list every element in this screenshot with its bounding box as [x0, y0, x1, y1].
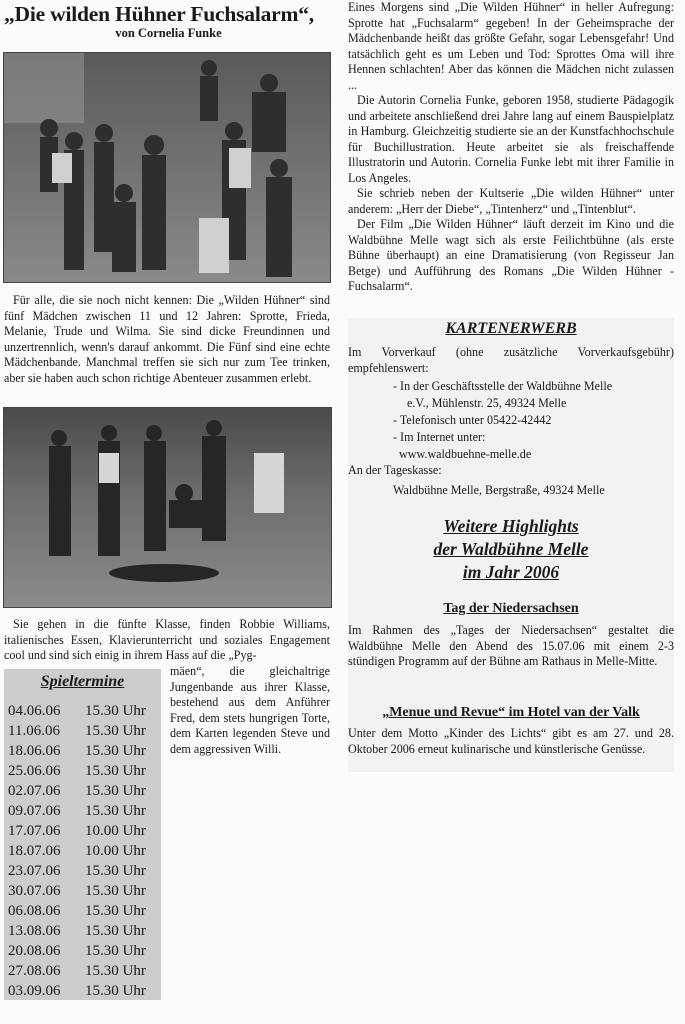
article-author: von Cornelia Funke: [115, 26, 222, 40]
schedule-time: 15.30 Uhr: [85, 943, 146, 959]
highlights-heading-line: der Waldbühne Melle: [433, 539, 589, 559]
highlights-heading-line: im Jahr 2006: [462, 562, 560, 582]
schedule-row: [8, 961, 163, 981]
schedule-time: 15.30 Uhr: [85, 803, 146, 819]
highlights-heading: [348, 515, 674, 584]
event2-description: Unter dem Motto „Kinder des Lichts“ gibt es am 27. und 28. Oktober 2006 erneut kulinarische und künstlerische Genüsse.: [348, 726, 674, 756]
schedule-date: 30.07.06: [8, 883, 61, 899]
event1-description: Im Rahmen des „Tages der Niedersachsen“ gestaltet die Waldbühne Melle den Abend des 15.07.06 mit einem 2-3 stündigen Programm auf der Bühne am Rathaus in Melle-Mitte.: [348, 623, 674, 668]
schedule-date: 02.07.06: [8, 783, 61, 799]
box-office-address: Waldbühne Melle, Bergstraße, 49324 Melle: [393, 483, 605, 497]
schedule-date: 03.09.06: [8, 983, 61, 999]
schedule-date: 11.06.06: [8, 723, 60, 739]
event1-text: [348, 623, 674, 670]
schedule-time: 15.30 Uhr: [85, 763, 146, 779]
tickets-item: - Im Internet unter:: [393, 430, 486, 444]
school-paragraph: [4, 617, 330, 664]
highlights-heading-line: Weitere Highlights: [443, 516, 579, 536]
schedule-time: 15.30 Uhr: [85, 883, 146, 899]
tickets-intro: [348, 345, 674, 376]
schedule-date: 18.06.06: [8, 743, 61, 759]
schedule-date: 27.08.06: [8, 963, 61, 979]
schedule-time: 15.30 Uhr: [85, 743, 146, 759]
tickets-item: - Telefonisch unter 05422-42442: [393, 413, 552, 427]
schedule-row: [8, 841, 163, 861]
school-text: Sie gehen in die fünfte Klasse, finden Robbie Williams, italienisches Essen, Klavierunterricht und soziales Engagement cool und sind sich einig in ihrem Hass auf die „Pyg-: [4, 617, 330, 662]
schedule-date: 13.08.06: [8, 923, 61, 939]
author-paragraph: Die Autorin Cornelia Funke, geboren 1958, studierte Pädagogik und arbeitete anschließend drei Jahre lang auf einem Bauspielplatz in Hamburg. Gleichzeitig studierte sie an der Kunstfachhochschule für Buchillustration. Heute arbeitet sie als freischaffende Illustratorin und Autorin. Cornelia Funke lebt mit ihrer Familie in Los Angeles.: [348, 93, 674, 185]
film-paragraph: Der Film „Die Wilden Hühner“ läuft derzeit im Kino und die Waldbühne Melle wagt sich als erste Feilichtbühne (als erste Bühne überhaupt) an eine Dramatisierung (von Regisseur Jan Betge) und Aufführung des Romans „Die Wilden Hühner - Fuchsalarm“.: [348, 217, 674, 293]
event1-title: Tag der Niedersachsen: [443, 601, 579, 616]
school-paragraph-continued: [170, 664, 330, 757]
fainting-scene-photo: [3, 407, 332, 608]
schedule-date: 18.07.06: [8, 843, 61, 859]
schedule-time: 10.00 Uhr: [85, 843, 146, 859]
schedule-row: [8, 821, 163, 841]
schedule-row: [8, 861, 163, 881]
schedule-time: 15.30 Uhr: [85, 983, 146, 999]
event2-title: „Menue und Revue“ im Hotel van der Valk: [382, 705, 640, 720]
schedule-heading: Spieltermine: [40, 673, 125, 690]
schedule-date: 20.08.06: [8, 943, 61, 959]
schedule-date: 23.07.06: [8, 863, 61, 879]
intro-paragraph: [4, 293, 330, 386]
tickets-heading: KARTENERWERB: [445, 320, 577, 337]
schedule-row: [8, 921, 163, 941]
cast-group-photo: [3, 52, 331, 283]
schedule-row: [8, 741, 163, 761]
school-text-continued: mäen“, die gleichaltrige Jungenbande aus ihrer Klasse, bestehend aus dem Anführer Fred, dem stets hungrigen Torte, dem Karten legenden Steve und dem aggressiven Willi.: [170, 664, 330, 756]
schedule-row: [8, 881, 163, 901]
story-paragraph: Eines Morgens sind „Die Wilden Hühner“ in heller Aufregung: Sprotte hat „Fuchsalarm“ gegeben! In der Geheimsprache der Mädchenbande heißt das größte Gefahr, sogar Lebensgefahr! Und tatsächlich geht es um Leben und Tod: Sprottes Oma will ihre Hennen schlachten! Aber das können die Mädchen nicht zulassen ...: [348, 0, 674, 92]
schedule-row: [8, 801, 163, 821]
series-paragraph: Sie schrieb neben der Kultserie „Die wilden Hühner“ unter anderem: „Herr der Diebe“, „Tintenherz“ und „Tintenblut“.: [348, 186, 674, 216]
schedule-time: 15.30 Uhr: [85, 863, 146, 879]
schedule-date: 06.08.06: [8, 903, 61, 919]
tickets-link[interactable]: www.waldbuehne-melle.de: [399, 447, 532, 461]
intro-text: Für alle, die sie noch nicht kennen: Die „Wilden Hühner“ sind fünf Mädchen zwischen 11 und 12 Jahren: Sprotte, Frieda, Melanie, Trude und Wilma. Sie sind dicke Freundinnen und unzertrennlich, wenn's darauf ankommt. Die Fünf sind eine echte Mädchenbande. Manchmal treffen sie sich nur zum Tee trinken, aber sie haben auch schon richtige Abenteuer zusammen erlebt.: [4, 293, 330, 385]
schedule-row: [8, 941, 163, 961]
schedule-time: 15.30 Uhr: [85, 703, 146, 719]
schedule-row: [8, 721, 163, 741]
article-title: „Die wilden Hühner Fuchsalarm“,: [4, 2, 314, 26]
box-office-label: An der Tageskasse:: [348, 463, 442, 477]
schedule-time: 15.30 Uhr: [85, 783, 146, 799]
schedule-time: 15.30 Uhr: [85, 923, 146, 939]
schedule-row: [8, 901, 163, 921]
event2-text: [348, 726, 674, 757]
schedule-date: 04.06.06: [8, 703, 61, 719]
schedule-row: [8, 781, 163, 801]
schedule-time: 15.30 Uhr: [85, 903, 146, 919]
tickets-intro-text: Im Vorverkauf (ohne zusätzliche Vorverkaufsgebühr) empfehlenswert:: [348, 345, 674, 375]
schedule-row: [8, 701, 163, 721]
schedule-row: [8, 981, 163, 1001]
schedule-date: 25.06.06: [8, 763, 61, 779]
schedule-date: 17.07.06: [8, 823, 61, 839]
tickets-item: e.V., Mühlenstr. 25, 49324 Melle: [407, 396, 567, 410]
tickets-item: - In der Geschäftsstelle der Waldbühne Melle: [393, 379, 613, 393]
schedule-time: 10.00 Uhr: [85, 823, 146, 839]
tickets-list: [393, 378, 673, 463]
schedule-date: 09.07.06: [8, 803, 61, 819]
schedule-time: 15.30 Uhr: [85, 963, 146, 979]
schedule-time: 15.30 Uhr: [85, 723, 146, 739]
schedule-row: [8, 761, 163, 781]
story-column: [348, 0, 674, 295]
